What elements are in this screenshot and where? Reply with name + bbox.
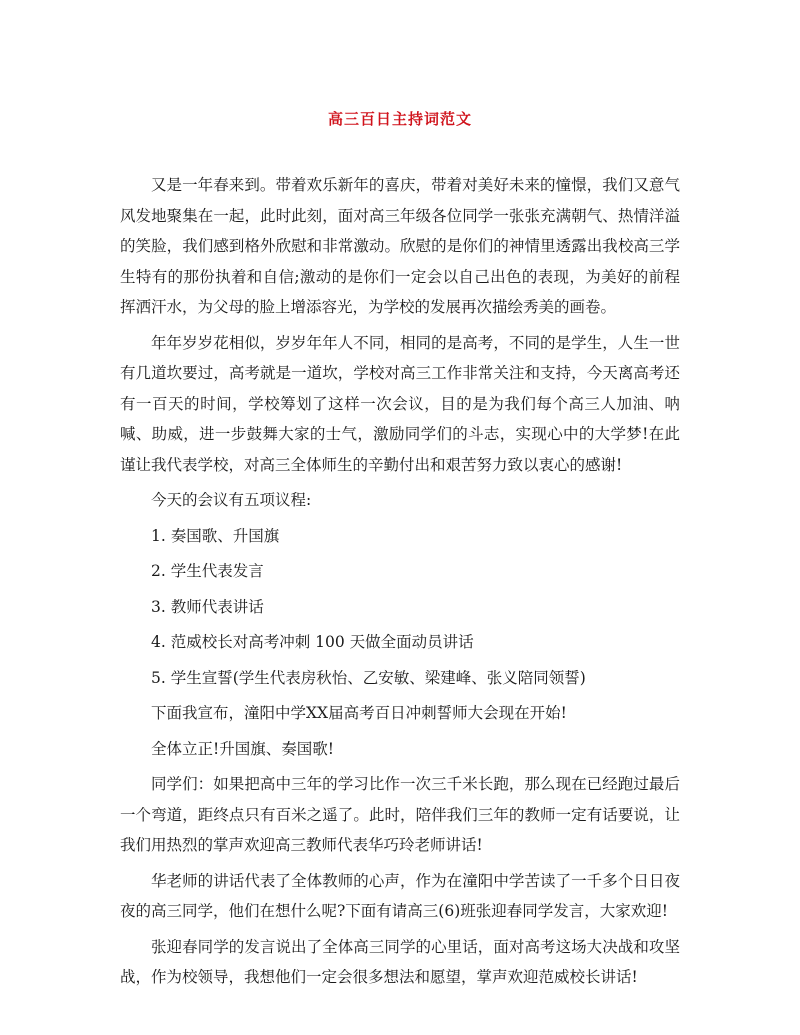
agenda-item-1: 1. 奏国歌、升国旗 [151,526,280,545]
agenda-item-4: 4. 范威校长对高考冲刺 100 天做全面动员讲话 [151,633,474,651]
agenda-item-5: 5. 学生宣誓(学生代表房秋怡、乙安敏、梁建峰、张义陪同领誓) [151,668,586,687]
agenda-item-2: 2. 学生代表发言 [151,562,264,580]
document-title: 高三百日主持词范文 [327,110,472,128]
paragraph-students: 同学们：如果把高中三年的学习比作一次三千米长跑，那么现在已经跑过最后一个弯道，距终点只有百米之遥了。此时，陪伴我们三年的教师一定有话要说，让我们用热烈的掌声欢迎高三教师代表华巧玲老师讲话! [120,775,680,854]
paragraph-gaokao: 年年岁岁花相似，岁岁年年人不同，相同的是高考，不同的是学生，人生一世有几道坎要过，高考就是一道坎，学校对高三工作非常关注和支持，今天离高考还有一百天的时间，学校筹划了这样一次会议，目的是为我们每个高三人加油、呐喊、助威，进一步鼓舞大家的士气，激励同学们的斗志，实现心中的大学梦!在此谨让我代表学校，对高三全体师生的辛勤付出和艰苦努力致以衷心的感谢! [120,333,680,474]
paragraph-teacher: 华老师的讲话代表了全体教师的心声，作为在潼阳中学苦读了一千多个日日夜夜的高三同学，他们在想什么呢?下面有请高三(6)班张迎春同学发言，大家欢迎! [120,871,680,920]
paragraph-agenda-intro: 今天的会议有五项议程: [151,491,312,509]
paragraph-flag-raising: 全体立正!升国旗、奏国歌! [151,739,334,758]
document-body [120,170,680,998]
paragraph-announcement: 下面我宣布，潼阳中学XX届高考百日冲刺誓师大会现在开始! [151,704,567,722]
paragraph-principal: 张迎春同学的发言说出了全体高三同学的心里话，面对高考这场大决战和攻坚战，作为校领导，我想他们一定会很多想法和愿望，掌声欢迎范威校长讲话! [120,937,680,986]
agenda-item-3: 3. 教师代表讲话 [151,597,264,616]
paragraph-opening: 又是一年春来到。带着欢乐新年的喜庆，带着对美好未来的憧憬，我们又意气风发地聚集在一起，此时此刻，面对高三年级各位同学一张张充满朝气、热情洋溢的笑脸，我们感到格外欣慰和非常激动。欣慰的是你们的神情里透露出我校高三学生特有的那份执着和自信;激动的是你们一定会以自己出色的表现，为美好的前程挥洒汗水，为父母的脸上增添容光，为学校的发展再次描绘秀美的画卷。 [120,176,680,316]
